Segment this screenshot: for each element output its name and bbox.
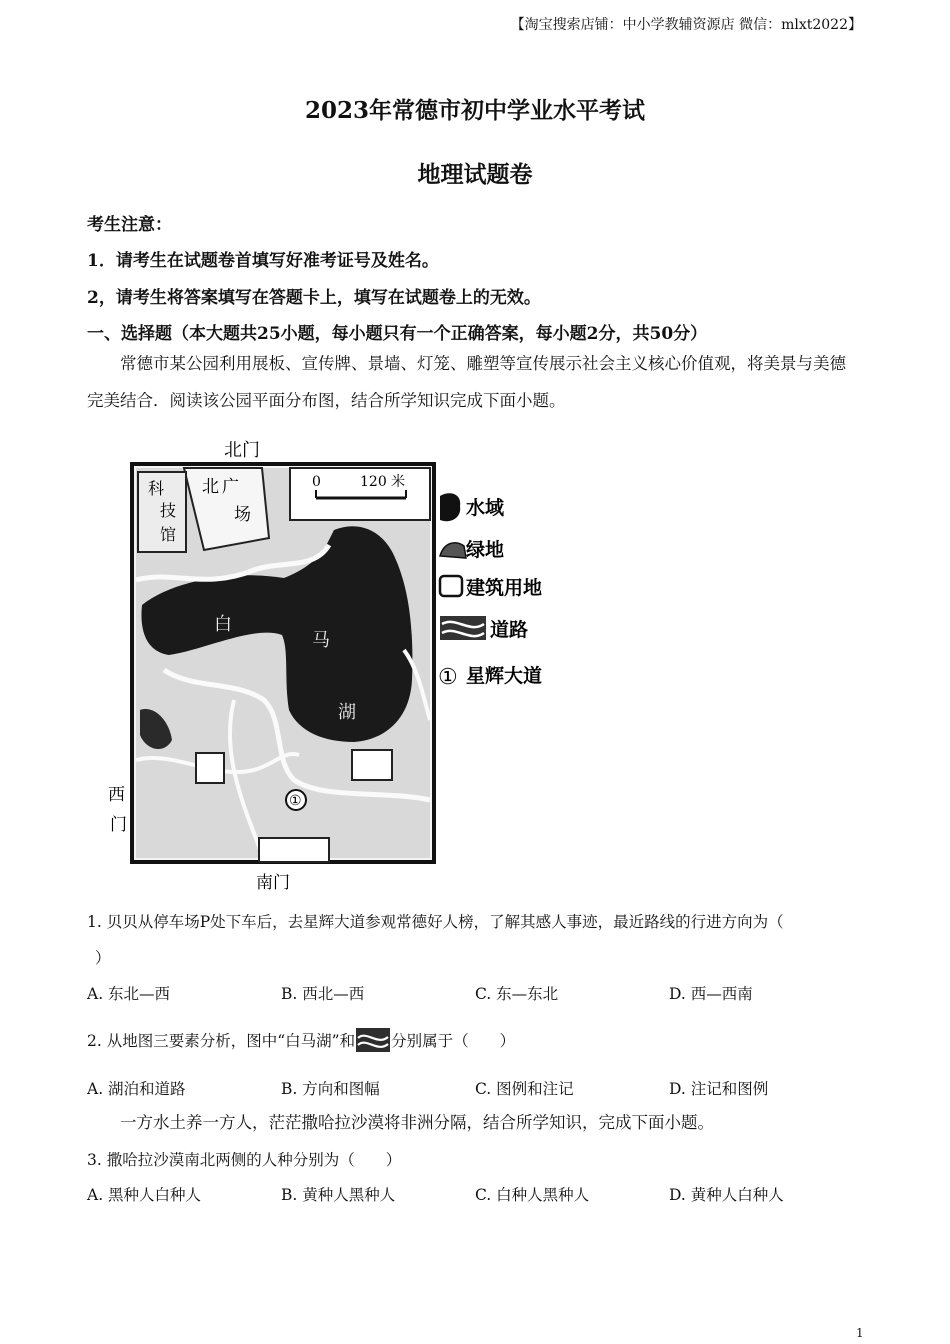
question-3-option-b: B. 黄种人黑种人 [281,1186,396,1204]
lake-label-2: 马 [312,630,330,651]
question-1-option-d: D. 西—西南 [669,985,753,1003]
west-gate-label-2: 门 [110,815,127,835]
question-3-option-a: A. 黑种人白种人 [87,1186,202,1204]
question-2-stem-after: 分别属于（ ） [391,1032,516,1050]
intro-paragraph-2: 一方水土养一方人，茫茫撒哈拉沙漠将非洲分隔，结合所学知识，完成下面小题。 [120,1113,714,1132]
park-map-figure [84,420,589,895]
question-2-stem-before: 2. 从地图三要素分析，图中“白马湖”和 [87,1032,356,1050]
question-1-option-c: C. 东—东北 [475,985,559,1003]
question-2-option-d: D. 注记和图例 [669,1080,769,1098]
legend-greenland-label: 绿地 [466,539,505,561]
water-swatch-icon [440,493,460,521]
page-number: 1 [856,1326,864,1340]
north-square-label-3: 场 [234,505,251,525]
north-square-label-1: 北 [202,477,219,497]
notice-item-2: 2，请考生将答案填写在答题卡上，填写在试题卷上的无效。 [87,288,541,308]
museum-label-2: 技 [160,501,177,520]
lake-label-3: 湖 [338,702,356,723]
building-south-west [196,753,224,783]
museum-label-1: 科 [148,479,165,498]
building-south-east [352,750,392,780]
legend-water-label: 水域 [466,497,505,519]
question-1-stem-line-1: 1. 贝贝从停车场P处下车后，去星辉大道参观常德好人榜，了解其感人事迹，最近路线的行进方向为（ [87,913,784,931]
exam-subtitle: 地理试题卷 [417,161,533,188]
legend-avenue-label: 星辉大道 [466,665,543,687]
north-gate-label: 北门 [224,440,260,461]
question-2-stem [87,1028,515,1052]
lake-label-1: 白 [214,614,232,635]
notice-heading: 考生注意： [87,215,172,235]
south-gate-label: 南门 [256,873,290,893]
question-1-option-a: A. 东北—西 [87,985,171,1003]
question-2-option-b: B. 方向和图幅 [281,1080,380,1098]
question-3-option-c: C. 白种人黑种人 [475,1186,590,1204]
exam-title: 2023年常德市初中学业水平考试 [304,97,645,124]
notice-item-1: 1．请考生在试题卷首填写好准考证号及姓名。 [87,251,439,271]
west-gate-label-1: 西 [108,785,125,805]
avenue-marker-label: ① [289,793,302,809]
legend-building-label: 建筑用地 [466,577,543,599]
greenland-swatch-icon [440,543,466,558]
circled-one-icon: ① [438,665,458,690]
question-3-option-d: D. 黄种人白种人 [669,1186,784,1204]
section-heading: 一、选择题（本大题共25小题，每小题只有一个正确答案，每小题2分，共50分） [87,324,708,344]
scale-value-label: 120 米 [360,474,406,490]
question-2-option-c: C. 图例和注记 [475,1080,574,1098]
question-1-stem-line-2: ） [95,949,111,967]
scale-zero-label: 0 [312,474,321,490]
legend-road-label: 道路 [490,619,529,641]
question-3-stem: 3. 撒哈拉沙漠南北两侧的人种分别为（ ） [87,1151,402,1169]
building-swatch-icon [440,576,462,596]
intro-paragraph-1: 常德市某公园利用展板、宣传牌、景墙、灯笼、雕塑等宣传展示社会主义核心价值观，将美景与美德完美结合．阅读该公园平面分布图，结合所学知识完成下面小题。 [87,354,846,410]
museum-label-3: 馆 [160,525,177,544]
south-gate-building [259,838,329,862]
question-2-option-a: A. 湖泊和道路 [87,1080,186,1098]
question-1-option-b: B. 西北—西 [281,985,365,1003]
north-square-label-2: 广 [222,477,239,497]
header-note: 【淘宝搜索店铺：中小学教辅资源店 微信：mlxt2022】 [510,17,862,33]
road-legend-icon [356,1028,390,1052]
